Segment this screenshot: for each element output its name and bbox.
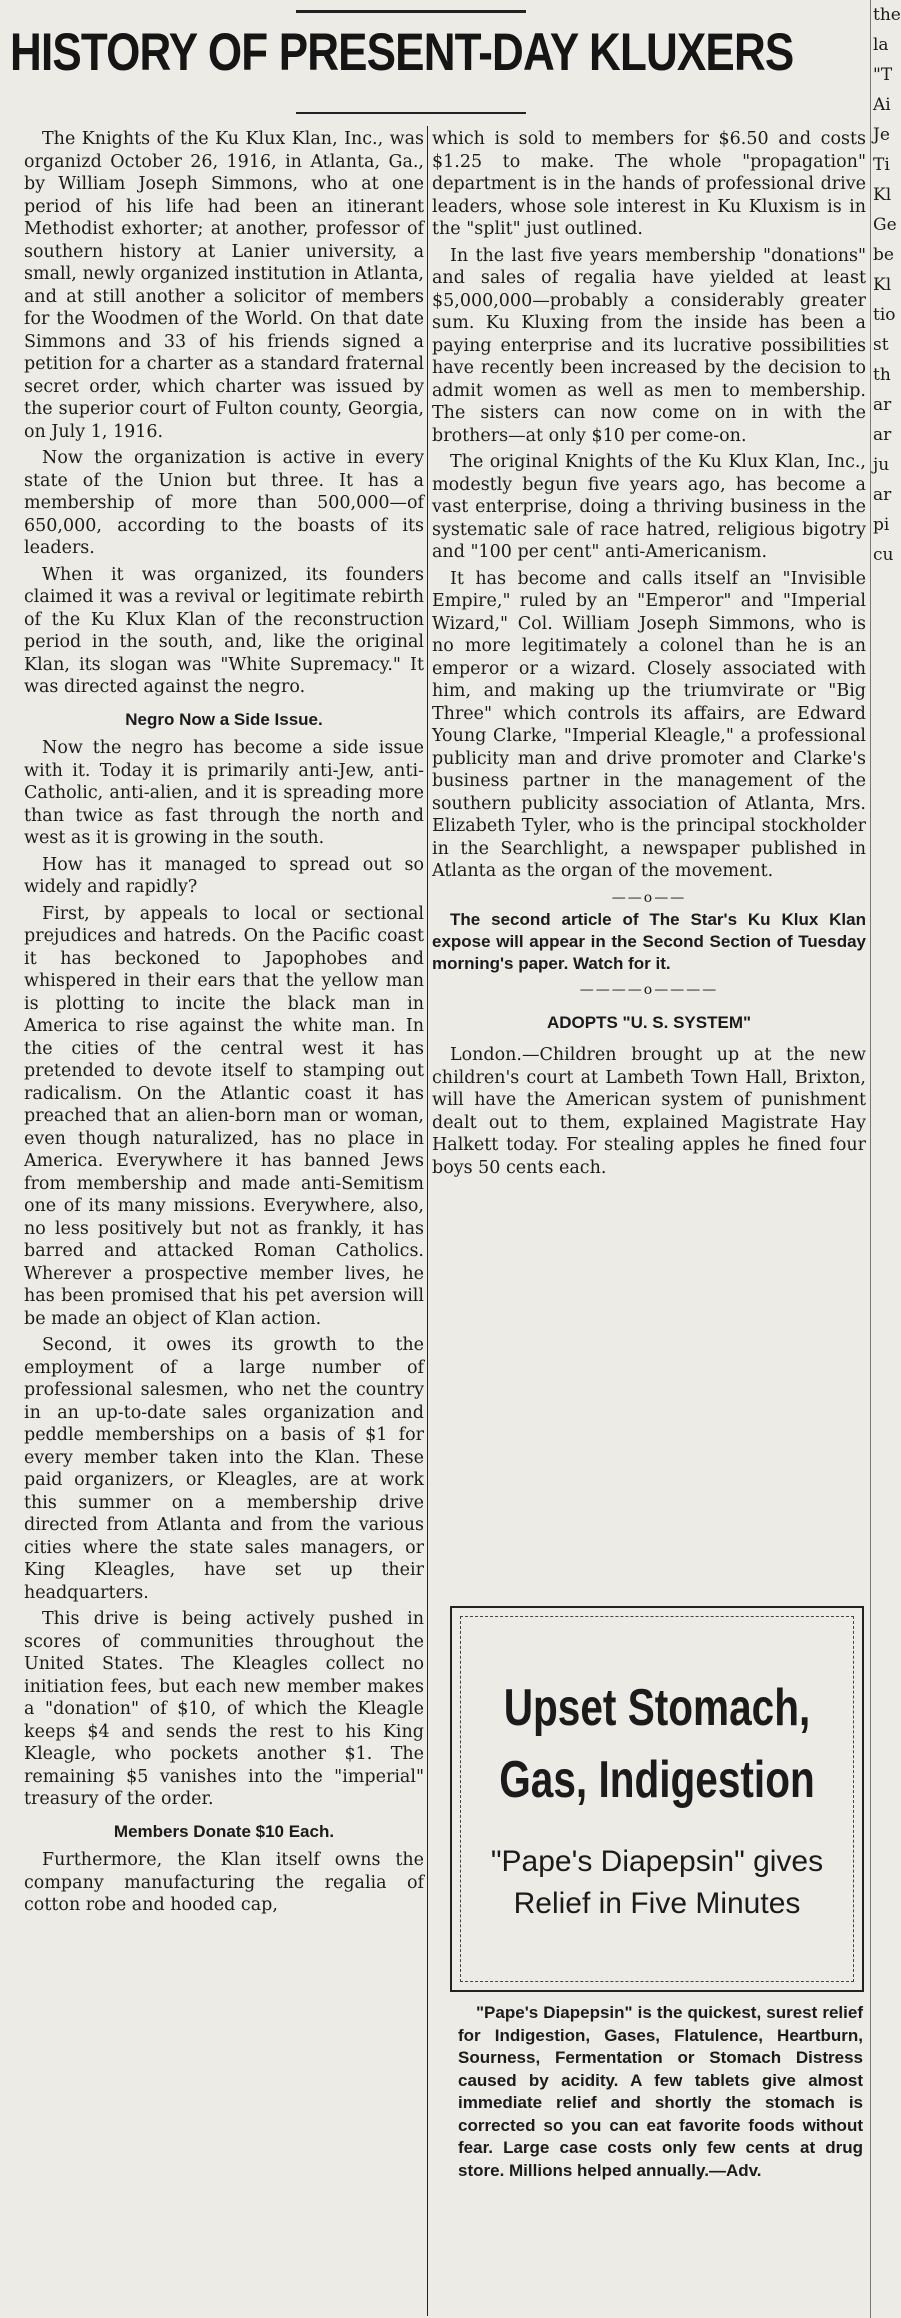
- adjacent-fragment-text: Kl: [873, 185, 892, 205]
- subhead: Members Donate $10 Each.: [113, 1821, 335, 1841]
- adjacent-fragment-text: pi: [873, 515, 890, 535]
- adjacent-fragment-text: Je: [873, 125, 890, 145]
- adjacent-fragment-text: ar: [873, 425, 892, 445]
- article-paragraph: How has it managed to spread out so widely and rapidly?: [24, 854, 424, 897]
- advertisement-box: [450, 1606, 864, 1992]
- ad-headline-line-2: Gas, Indigestion: [499, 1751, 815, 1809]
- adjacent-fragment-text: Ai: [873, 95, 891, 115]
- adjacent-fragment-text: tio: [873, 305, 896, 325]
- article-column-1: [24, 128, 424, 1921]
- article-paragraph: This drive is being actively pushed in scores of communities throughout the United States. The Kleagles collect no initiation fees, but each new member makes a "donation" of $10, of which the Kleagle keeps $4 and sends the rest to his King Kleagle, who pockets another $1. The remaining $5 vanishes into the "imperial" treasury of the order.: [24, 1609, 424, 1809]
- ad-headline-line-1: Upset Stomach,: [503, 1679, 811, 1737]
- article-paragraph: Now the negro has become a side issue with it. Today it is primarily anti-Jew, anti-Catholic, anti-alien, and it is spreading more than twice as fast through the north and west as it is growing in the south.: [24, 738, 424, 848]
- article-paragraph: Now the organization is active in every state of the Union but three. It has a membership of more than 500,000—of 650,000, according to the boasts of its leaders.: [24, 448, 424, 558]
- article-paragraph: First, by appeals to local or sectional prejudices and hatreds. On the Pacific coast it has beckoned to Japophobes and whispered in their ears that the yellow man is plotting to incite the black man in America to rise against the white man. In the cities of the central west it has pretended to devote itself to stamping out radicalism. On the Atlantic coast it has preached that an alien-born man or woman, even though naturalized, has no place in America. Everywhere it has banned Jews from membership and made anti-Semitism one of its many missions. Everywhere, also, no less positively but not as frankly, it has barred and attacked Roman Catholics. Wherever a prospective member lives, he has been promised that his pet aversion will be made an object of Klan action.: [24, 903, 424, 1329]
- adjacent-fragment-text: th: [873, 365, 891, 385]
- column-divider: [427, 126, 428, 2316]
- adjacent-fragment-text: be: [873, 245, 894, 265]
- adjacent-fragment-text: Kl: [873, 275, 892, 295]
- series-notice: The second article of The Star's Ku Klux Klan expose will appear in the Second Section of Tuesday morning's paper. Watch for it.: [432, 910, 866, 973]
- brief-headline: ADOPTS "U. S. SYSTEM": [546, 1012, 752, 1032]
- article-paragraph: The original Knights of the Ku Klux Klan, Inc., modestly begun five years ago, has become a vast enterprise, doing a thriving business in the systematic sale of race hatred, religious bigotry and "100 per cent" anti-Americanism.: [432, 452, 866, 562]
- ad-subhead-line-1: "Pape's Diapepsin" gives: [490, 1845, 824, 1878]
- adjacent-fragment-text: cu: [873, 545, 894, 565]
- article-column-2: [432, 128, 866, 1183]
- headline: HISTORY OF PRESENT-DAY KLUXERS: [10, 23, 794, 82]
- adjacent-column-fragment: [870, 0, 901, 2318]
- headline-underline: [296, 112, 526, 114]
- divider-ornament: ——o——: [611, 889, 687, 906]
- article-paragraph: Furthermore, the Klan itself owns the company manufacturing the regalia of cotton robe and hooded cap,: [24, 1850, 424, 1915]
- adjacent-fragment-text: la: [873, 35, 889, 55]
- article-paragraph: In the last five years membership "donations" and sales of regalia have yielded at least $5,000,000—probably a considerably greater sum. Ku Kluxing from the inside has been a paying enterprise and its lucrative possibilities have recently been increased by the decision to admit women as well as men to membership. The sisters can now come on in with the brothers—at only $10 per come-on.: [432, 245, 866, 446]
- adjacent-fragment-text: the: [873, 5, 901, 25]
- top-rule: [296, 10, 526, 13]
- advertisement-body: "Pape's Diapepsin" is the quickest, surest relief for Indigestion, Gases, Flatulence, Heartburn, Sourness, Fermentation or Stomach Distress caused by acidity. A few tablets give almost immediate relief and shortly the stomach is corrected so you can eat favorite foods without fear. Large case costs only few cents at drug store. Millions helped annually.—Adv.: [458, 2003, 863, 2180]
- adjacent-fragment-text: Ti: [873, 155, 890, 175]
- article-paragraph: which is sold to members for $6.50 and costs $1.25 to make. The whole "propagation" department is in the hands of professional drive leaders, whose sole interest in Ku Kluxism is in the "split" just outlined.: [432, 129, 866, 239]
- adjacent-fragment-text: "T: [873, 65, 893, 85]
- article-paragraph: When it was organized, its founders claimed it was a revival or legitimate rebirth of the Ku Klux Klan of the reconstruction period in the south, and, like the original Klan, its slogan was "White Supremacy." It was directed against the negro.: [24, 564, 424, 697]
- ad-subhead-line-2: Relief in Five Minutes: [513, 1887, 801, 1920]
- article-paragraph: The Knights of the Ku Klux Klan, Inc., was organizd October 26, 1916, in Atlanta, Ga., by William Joseph Simmons, who at one period of his life had been an itinerant Methodist exhorter; at another, professor of southern history at Lanier university, a small, newly organized institution in Atlanta, and at still another a solicitor of members for the Woodmen of the World. On that date Simmons and 33 of his friends signed a petition for a charter as a standard fraternal secret order, which charter was issued by the superior court of Fulton county, Georgia, on July 1, 1916.: [24, 129, 424, 442]
- adjacent-fragment-text: ar: [873, 395, 892, 415]
- adjacent-fragment-text: st: [873, 335, 889, 355]
- article-paragraph: It has become and calls itself an "Invisible Empire," ruled by an "Emperor" and "Imperial Wizard," Col. William Joseph Simmons, who is no more legitimately a colonel than he is an emperor or a wizard. Closely associated with him, and making up the triumvirate or "Big Three" which controls its affairs, are Edward Young Clarke, "Imperial Kleagle," a professional publicity man and drive promoter and Clarke's business partner in the management of the southern publicity association of Atlanta, Mrs. Elizabeth Tyler, who is the principal stockholder in the Searchlight, a newspaper published in Atlanta as the organ of the movement.: [432, 568, 866, 881]
- adjacent-fragment-text: ju: [873, 455, 890, 475]
- adjacent-fragment-text: Ge: [873, 215, 897, 235]
- article-paragraph: Second, it owes its growth to the employment of a large number of professional salesmen, who net the country in an up-to-date sales organization and peddle memberships on a basis of $1 for every member taken into the Klan. These paid organizers, or Kleagles, are at work this summer on a membership drive directed from Atlanta and from the various cities where the state sales managers, or King Kleagles, have set up their headquarters.: [24, 1335, 424, 1603]
- adjacent-fragment-text: ar: [873, 485, 892, 505]
- brief-paragraph: London.—Children brought up at the new children's court at Lambeth Town Hall, Brixton, will have the American system of punishment dealt out to them, explained Magistrate Hay Halkett today. For stealing apples he fined four boys 50 cents each.: [432, 1045, 866, 1178]
- divider-ornament: ————o————: [579, 982, 719, 998]
- subhead: Negro Now a Side Issue.: [125, 709, 323, 729]
